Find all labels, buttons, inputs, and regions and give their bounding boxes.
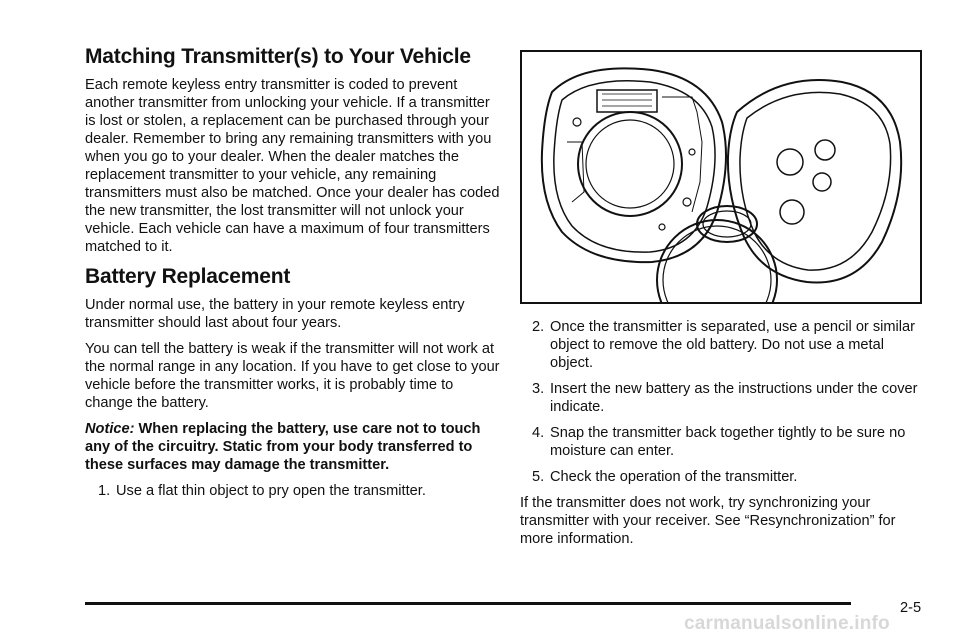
- step-number: 5.: [532, 469, 545, 485]
- watermark: carmanualsonline.info: [684, 613, 890, 634]
- heading-matching-transmitters: Matching Transmitter(s) to Your Vehicle: [85, 45, 471, 68]
- step-text: Check the operation of the transmitter.: [550, 469, 798, 485]
- notice-text: When replacing the battery, use care not to touch any of the circuitry. Static from your body transferred to these surfaces may damage the transmitter.: [85, 421, 481, 473]
- notice-label: Notice:: [85, 421, 135, 437]
- notice-paragraph: [85, 420, 500, 474]
- list-item: [520, 424, 925, 460]
- step-text: Insert the new battery as the instructions under the cover indicate.: [550, 381, 918, 415]
- list-item: [85, 482, 500, 500]
- steps-list-left: [85, 482, 500, 500]
- step-number: 4.: [532, 425, 545, 441]
- heading-battery-replacement: Battery Replacement: [85, 265, 291, 288]
- matching-paragraph: Each remote keyless entry transmitter is coded to prevent another transmitter from unlocking your vehicle. If a transmitter is lost or stolen, a replacement can be purchased through your dealer. Remember to bring any remaining transmitters with you when you go to your dealer. When the dealer matches the replacement transmitter to your vehicle, any remaining transmitters must also be matched. Once your dealer has coded the new transmitter, the lost transmitter will not unlock your vehicle. Each vehicle can have a maximum of four transmitters matched to it.: [85, 77, 500, 255]
- step-number: 2.: [532, 319, 545, 335]
- page-number: 2-5: [900, 600, 922, 616]
- list-item: [520, 468, 925, 486]
- battery-life-paragraph: Under normal use, the battery in your remote keyless entry transmitter should last about four years.: [85, 297, 465, 331]
- battery-weak-paragraph: You can tell the battery is weak if the transmitter will not work at the normal range in any location. If you have to get close to your vehicle before the transmitter works, it is probably time to change the battery.: [85, 341, 500, 411]
- left-column: [85, 44, 500, 508]
- step-text: Once the transmitter is separated, use a pencil or similar object to remove the old battery. Do not use a metal object.: [550, 319, 916, 371]
- transmitter-illustration: [520, 50, 922, 304]
- step-text: Use a flat thin object to pry open the transmitter.: [116, 483, 426, 499]
- list-item: [520, 380, 925, 416]
- footer-rule: [85, 602, 851, 605]
- step-text: Snap the transmitter back together tightly to be sure no moisture can enter.: [550, 425, 906, 459]
- list-item: [520, 318, 925, 372]
- closing-paragraph: If the transmitter does not work, try synchronizing your transmitter with your receiver. See “Resynchronization” for more information.: [520, 495, 896, 547]
- step-number: 1.: [98, 483, 111, 499]
- steps-list-right: [520, 318, 925, 486]
- transmitter-open-icon: [522, 52, 920, 302]
- right-column: [520, 50, 925, 556]
- step-number: 3.: [532, 381, 545, 397]
